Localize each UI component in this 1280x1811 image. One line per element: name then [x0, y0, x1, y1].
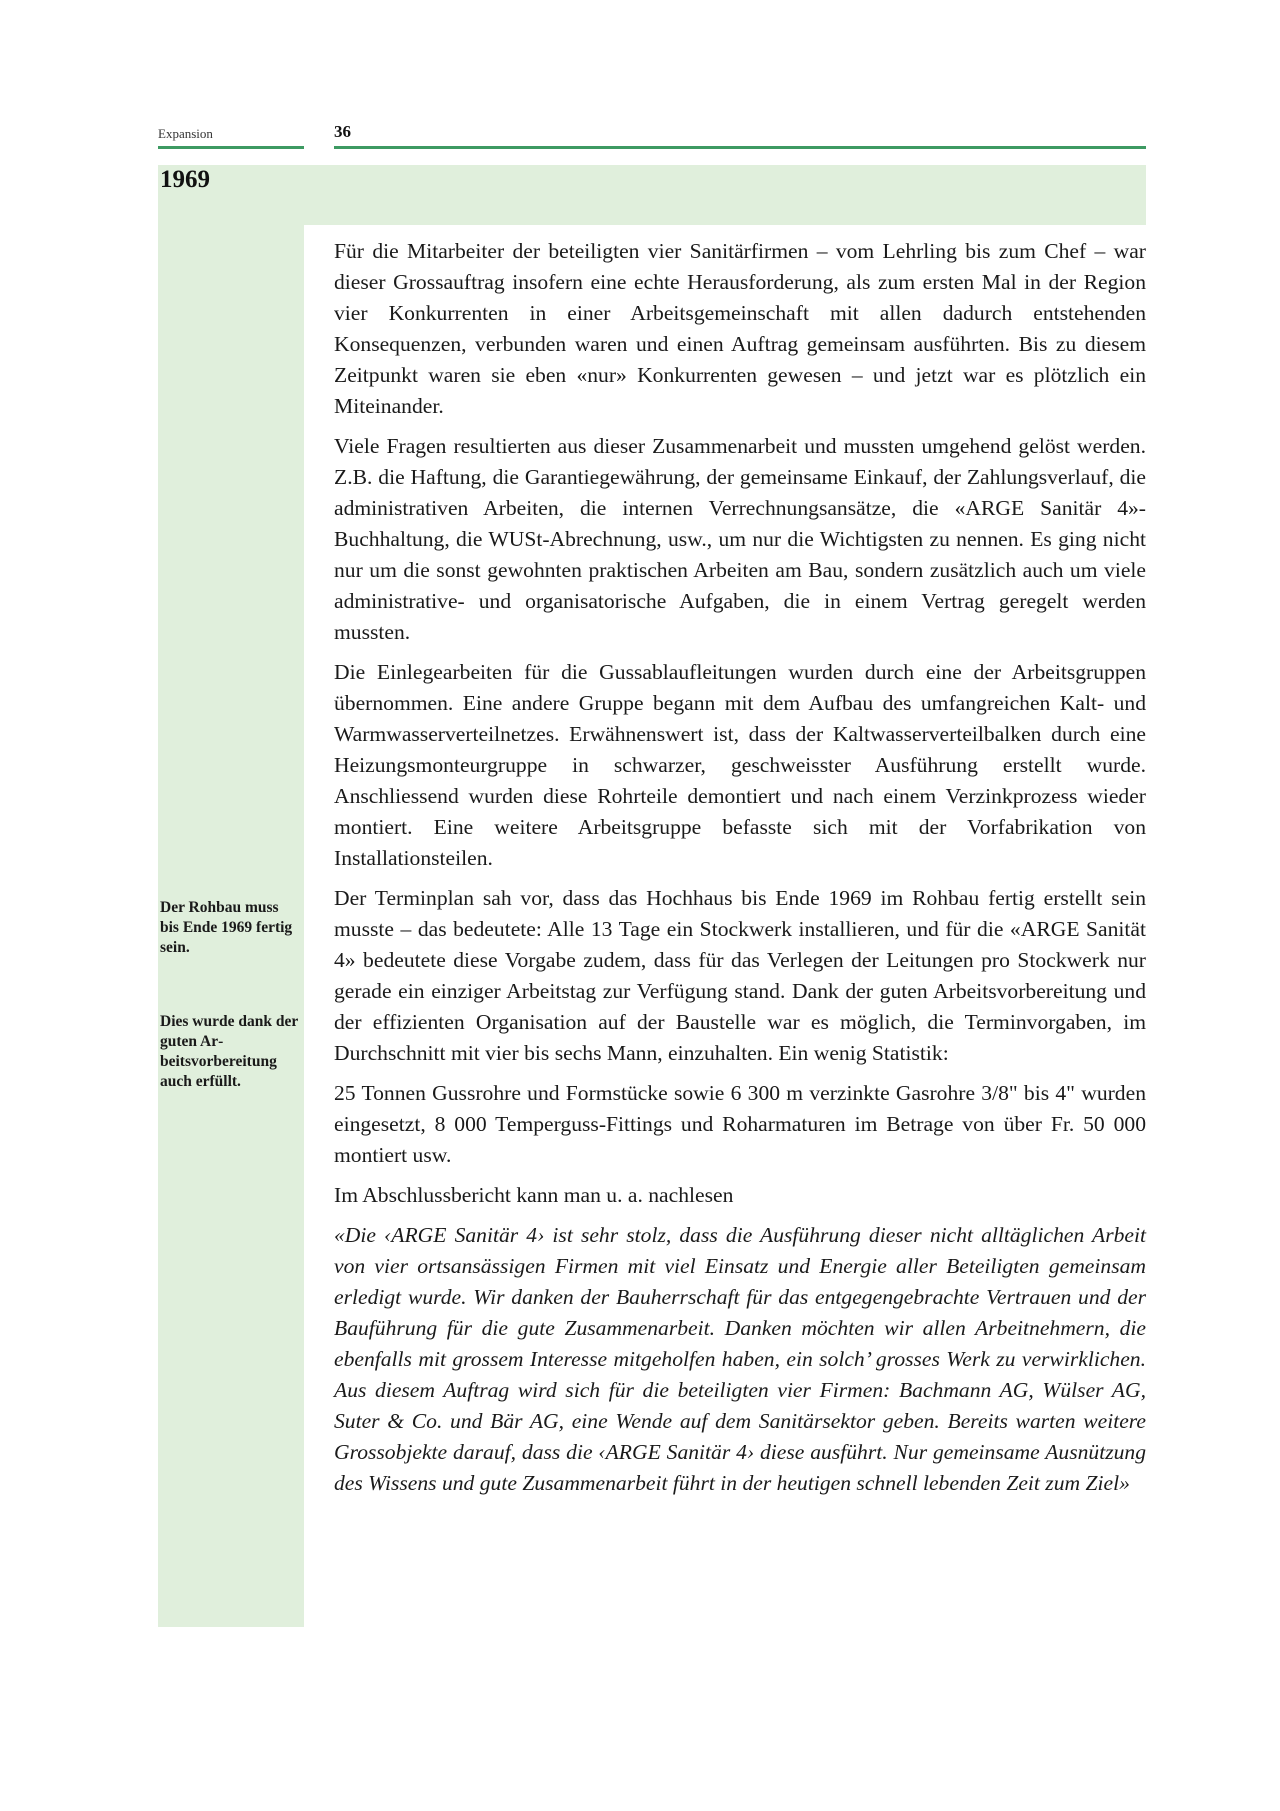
- paragraph: Im Abschlussbericht kann man u. a. nachlesen: [334, 1183, 734, 1207]
- year-banner: [158, 165, 1146, 225]
- year-heading: 1969: [160, 166, 210, 193]
- paragraph: Die Einlegearbeiten für die Gussablaufleitungen wurden durch eine der Arbeitsgruppen übernommen. Eine andere Gruppe begann mit dem Aufbau des umfangreichen Kalt- und Warmwasserverteilnetzes. Erwähnenswert ist, dass der Kaltwasserverteilbalken durch eine Heizungsmonteurgruppe in schwarzer, geschweisster Ausführung erstellt wurde. Anschliessend wurden diese Rohrteile demontiert und nach einem Verzinkprozess wieder montiert. Eine weitere Arbeitsgruppe befasste sich mit der Vorfabrikation von Installationsteilen.: [334, 660, 1146, 870]
- paragraph: 25 Tonnen Gussrohre und Formstücke sowie 6 300 m verzinkte Gasrohre 3/8" bis 4" wurden eingesetzt, 8 000 Temperguss-Fittings und Roharmaturen im Betrage von über Fr. 50 000 montiert usw.: [334, 1081, 1146, 1167]
- body-text: [334, 236, 1146, 1508]
- paragraph: Der Terminplan sah vor, dass das Hochhaus bis Ende 1969 im Rohbau fertig erstellt sein musste – das bedeutete: Alle 13 Tage ein Stockwerk installieren, und für die «ARGE Sanität 4» bedeutete diese Vorgabe zudem, dass für das Verlegen der Leitungen pro Stockwerk nur gerade ein einziger Arbeitstag zur Verfügung stand. Dank der guten Arbeitsvorbereitung und der effizienten Organisation auf der Baustelle war es möglich, die Terminvorgaben, im Durchschnitt mit vier bis sechs Mann, einzuhalten. Ein wenig Statistik:: [334, 886, 1146, 1065]
- block-quote: «Die ‹ARGE Sanitär 4› ist sehr stolz, dass die Ausführung dieser nicht alltäglichen Arbeit von vier ortsansässigen Firmen mit viel Einsatz und Energie aller Beteiligten gemeinsam erledigt wurde. Wir danken der Bauherrschaft für das entgegengebrachte Vertrauen und der Bauführung für die gute Zusammenarbeit. Danken möchten wir allen Arbeitnehmern, die ebenfalls mit grossem Interesse mitgeholfen haben, ein solch’ grosses Werk zu verwirklichen. Aus diesem Auftrag wird sich für die beteiligten vier Firmen: Bachmann AG, Wülser AG, Suter & Co. und Bär AG, eine Wende auf dem Sanitärsektor geben. Bereits warten weitere Grossobjekte darauf, dass die ‹ARGE Sanitär 4› diese ausführt. Nur gemeinsame Ausnützung des Wissens und gute Zusammenarbeit führt in der heutigen schnell lebenden Zeit zum Ziel»: [334, 1223, 1146, 1495]
- header-rule-right: [334, 146, 1146, 149]
- header-rule-left: [158, 146, 304, 149]
- margin-note: Der Rohbau muss bis Ende 1969 fertig sein.: [160, 899, 293, 956]
- paragraph: Für die Mitarbeiter der beteiligten vier Sanitärfirmen – vom Lehrling bis zum Chef – war dieser Grossauftrag insofern eine echte Herausforderung, als zum ersten Mal in der Region vier Konkurrenten in einer Arbeitsgemeinschaft mit allen dadurch entstehenden Konsequenzen, verbunden waren und einen Auftrag gemeinsam ausführten. Bis zu diesem Zeitpunkt waren sie eben «nur» Konkurrenten gewesen – und jetzt war es plötzlich ein Miteinander.: [334, 239, 1146, 418]
- paragraph: Viele Fragen resultierten aus dieser Zusammenarbeit und mussten umgehend gelöst werden. Z.B. die Haftung, die Garantiegewährung, der gemeinsame Einkauf, der Zahlungsverlauf, die administrativen Arbeiten, die internen Verrechnungsansätze, die «ARGE Sanitär 4»-Buchhaltung, die WUSt-Abrechnung, usw., um nur die Wichtigsten zu nennen. Es ging nicht nur um die sonst gewohnten praktischen Arbeiten am Bau, sondern zusätzlich auch um viele administrative- und organisatorische Aufgaben, die in einem Vertrag geregelt werden mussten.: [334, 434, 1146, 644]
- page-number: 36: [334, 122, 351, 141]
- running-header-section: Expansion: [158, 126, 213, 141]
- margin-note: Dies wurde dank der guten Arbeitsvorbereitung auch erfüllt.: [160, 1013, 298, 1090]
